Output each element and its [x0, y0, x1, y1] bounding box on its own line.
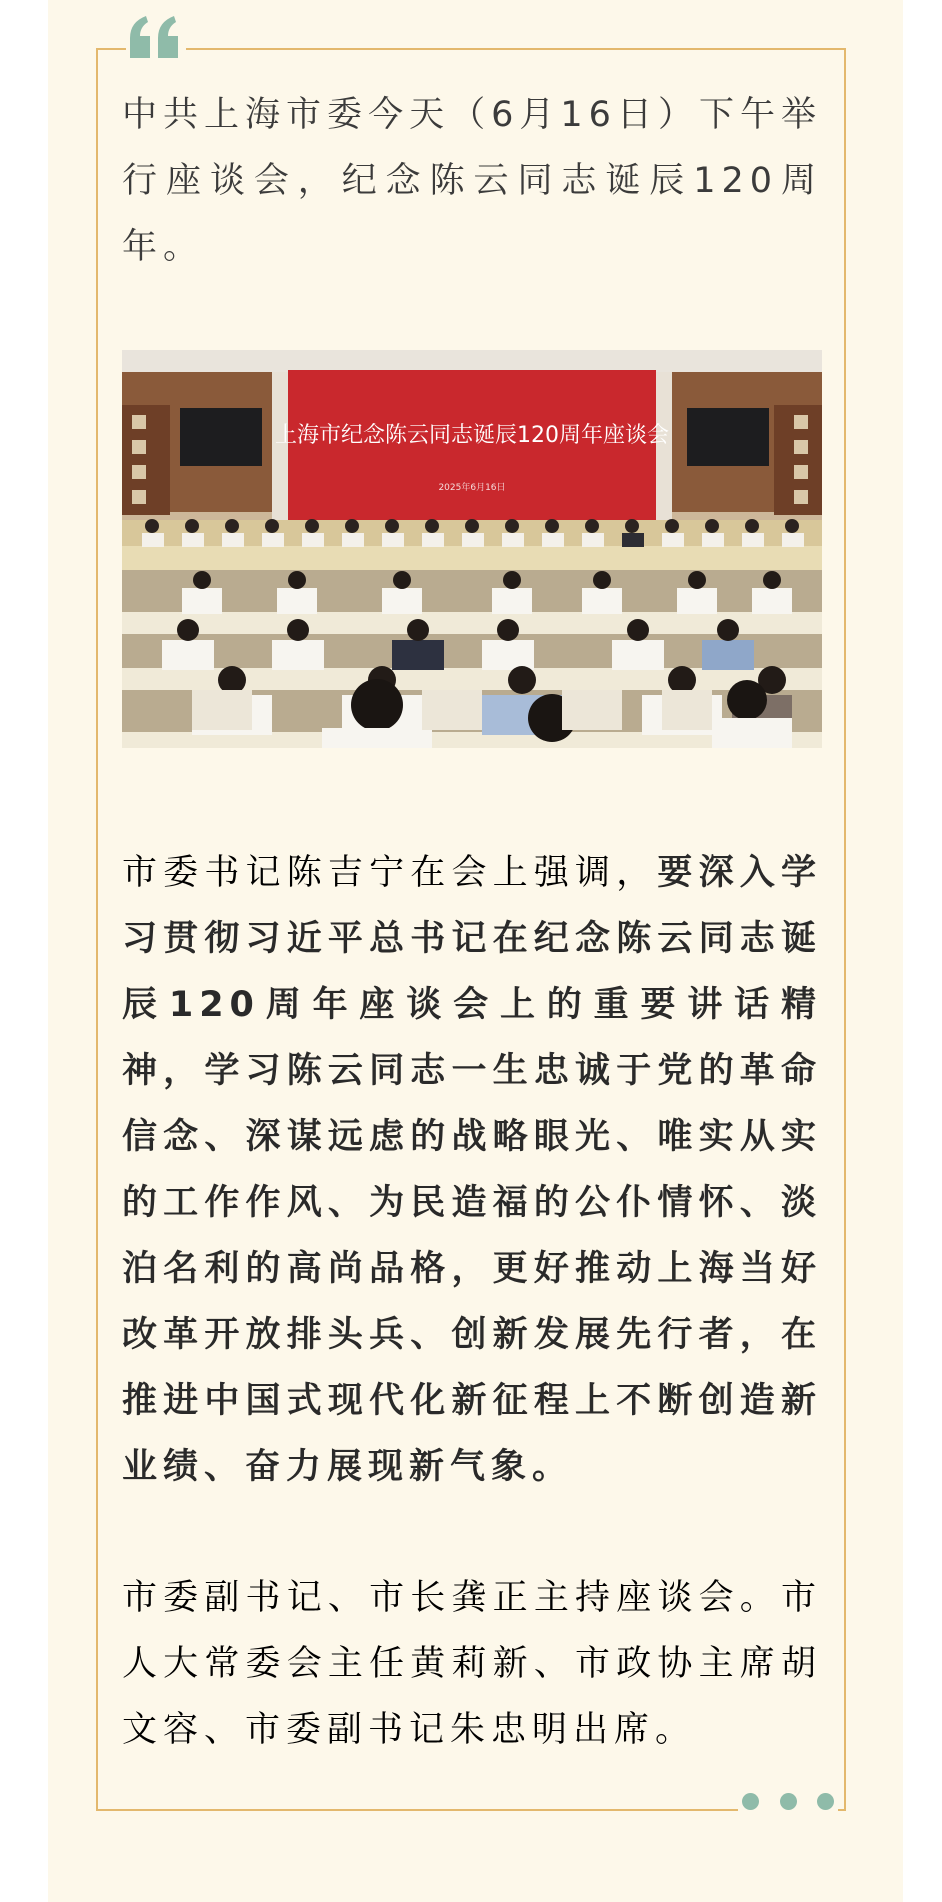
meeting-photo: [122, 350, 822, 748]
closing-paragraph-text: 市委副书记、市长龚正主持座谈会。市人大常委会主任黄莉新、市政协主席胡文容、市委副书记朱忠明出席。: [122, 1578, 822, 1750]
intro-paragraph: 中共上海市委今天（6月16日）下午举行座谈会，纪念陈云同志诞辰120周年。: [122, 95, 822, 267]
double-quote-icon: [126, 0, 186, 72]
dot-icon: [780, 1793, 797, 1810]
main-paragraph-intro: 市委书记陈吉宁在会上强调，: [122, 853, 658, 893]
dot-icon: [817, 1793, 834, 1810]
closing-paragraph: [122, 1565, 822, 1763]
dot-icon: [742, 1793, 759, 1810]
banner-title: 上海市纪念陈云同志诞辰120周年座谈会: [275, 423, 669, 448]
main-paragraph-emphasis: 要深入学习贯彻习近平总书记在纪念陈云同志诞辰120周年座谈会上的重要讲话精神，学习陈云同志一生忠诚于党的革命信念、深谋远虑的战略眼光、唯实从实的工作作风、为民造福的公仆情怀、淡泊名利的高尚品格，更好推动上海当好改革开放排头兵、创新发展先行者，在推进中国式现代化新征程上不断创造新业绩、奋力展现新气象。: [122, 853, 822, 1487]
article-intro: [122, 82, 822, 280]
three-dots-icon: [738, 1791, 838, 1811]
main-paragraph: [122, 840, 822, 1500]
banner-date: 2025年6月16日: [438, 483, 506, 493]
